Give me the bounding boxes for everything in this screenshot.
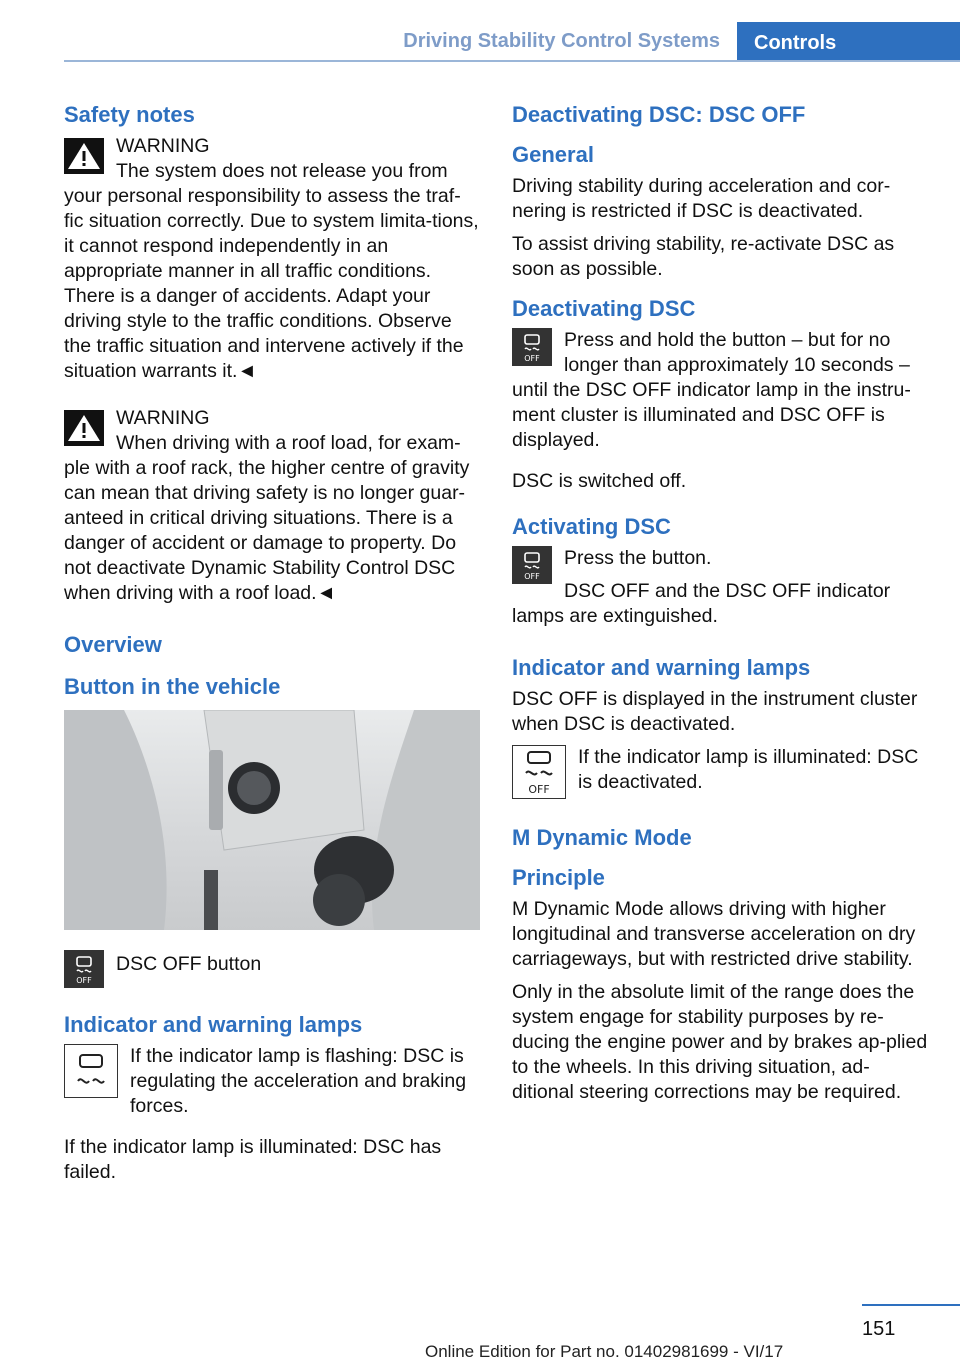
svg-text:OFF: OFF (524, 354, 540, 363)
edition-note: Online Edition for Part no. 01402981699 - VI/17 (425, 1342, 784, 1361)
deactivating-dsc-heading: Deactivating DSC: DSC OFF (512, 102, 806, 127)
header-rule (64, 60, 960, 62)
principle-heading: Principle (512, 865, 605, 890)
svg-text:OFF: OFF (76, 976, 92, 985)
dsc-switched-off-text: DSC is switched off. (512, 470, 687, 492)
dsc-off-button-label: DSC OFF button (116, 953, 262, 975)
failed-lamp-text: If the indicator lamp is illuminated: DSC has failed. (64, 1136, 442, 1183)
button-in-vehicle-heading: Button in the vehicle (64, 674, 281, 699)
header-section-title: Driving Stability Control Systems (403, 30, 720, 52)
general-paragraph-2: To assist driving stability, re-activate DSC as soon as possible. (512, 233, 895, 280)
principle-paragraph-2: Only in the absolute limit of the range does the system engage for stability purposes by re-ducing the engine power and by brakes ap-plied to the wheels. In this driving situation, ad-ditional steering corrections may be required. (512, 981, 928, 1103)
svg-text:OFF: OFF (524, 572, 540, 581)
overview-heading: Overview (64, 632, 162, 657)
header-chapter-tab (737, 22, 960, 62)
warning-1-label: WARNING (116, 135, 210, 157)
warning-2 (64, 406, 480, 614)
svg-text:OFF: OFF (528, 783, 550, 796)
warning-1-text: The system does not release you from your personal responsibility to assess the traf-fic situation correctly. Due to system limita-tions, it cannot respond independently in an appropriate manner in all traffic conditions. There is a danger of accidents. Adapt your driving style to the traffic conditions. Observe the traffic situation and intervene actively if the situation warrants it.◄ (64, 160, 479, 382)
center-console-photo (64, 710, 480, 930)
header-chapter-label: Controls (754, 32, 837, 54)
activating-instruction-2: DSC OFF and the DSC OFF indicator lamps are extinguished. (512, 580, 891, 627)
dsc-off-button-icon (64, 950, 104, 988)
m-dynamic-mode-heading: M Dynamic Mode (512, 825, 692, 850)
deactivating-instruction: Press and hold the button – but for no longer than approximately 10 seconds – until the DSC OFF indicator lamp in the instru-ment cluster is illuminated and DSC OFF is displayed. (512, 329, 911, 451)
warning-1 (64, 134, 480, 392)
warning-2-text: When driving with a roof load, for exam-ple with a roof rack, the higher centre of gravity can mean that driving safety is no longer guar-anteed in critical driving situations. There is a danger of accident or damage to property. Do not deactivate Dynamic Stability Control DSC when driving with a roof load.◄ (64, 432, 470, 604)
footer-rule (862, 1304, 960, 1306)
dsc-off-lamp-text: If the indicator lamp is illuminated: DSC is deactivated. (578, 746, 919, 793)
activating-instruction-1: Press the button. (564, 547, 712, 569)
activating-dsc-heading: Activating DSC (512, 514, 671, 539)
left-indicator-heading: Indicator and warning lamps (64, 1012, 363, 1037)
dsc-off-button-icon (512, 546, 552, 584)
warning-triangle-icon (64, 138, 104, 174)
general-paragraph-1: Driving stability during acceleration and cor-nering is restricted if DSC is deactivated. (512, 175, 891, 222)
general-heading: General (512, 142, 594, 167)
right-indicator-heading: Indicator and warning lamps (512, 655, 811, 680)
indicator-paragraph: DSC OFF is displayed in the instrument cluster when DSC is deactivated. (512, 688, 918, 735)
page-number: 151 (862, 1318, 896, 1340)
warning-2-label: WARNING (116, 407, 210, 429)
warning-triangle-icon (64, 410, 104, 446)
center-console-illustration (64, 710, 480, 930)
principle-paragraph-1: M Dynamic Mode allows driving with higher longitudinal and transverse acceleration on dry carriageways, but with restricted drive stability. (512, 898, 916, 970)
page-header (0, 0, 960, 62)
safety-notes-heading: Safety notes (64, 102, 195, 127)
dsc-off-button-legend (64, 950, 480, 992)
dsc-indicator-lamp-icon (64, 1044, 118, 1098)
flashing-lamp-text: If the indicator lamp is flashing: DSC is regulating the acceleration and braking forces. (130, 1045, 467, 1117)
dsc-off-lamp-note (512, 745, 930, 803)
right-column (512, 100, 930, 1113)
left-column (64, 100, 480, 1193)
flashing-lamp-note (64, 1044, 480, 1127)
activating-step (512, 546, 930, 637)
deactivating-step (512, 328, 930, 461)
dsc-off-button-icon (512, 328, 552, 366)
dsc-off-indicator-lamp-icon (512, 745, 566, 799)
deactivating-subheading: Deactivating DSC (512, 296, 696, 321)
